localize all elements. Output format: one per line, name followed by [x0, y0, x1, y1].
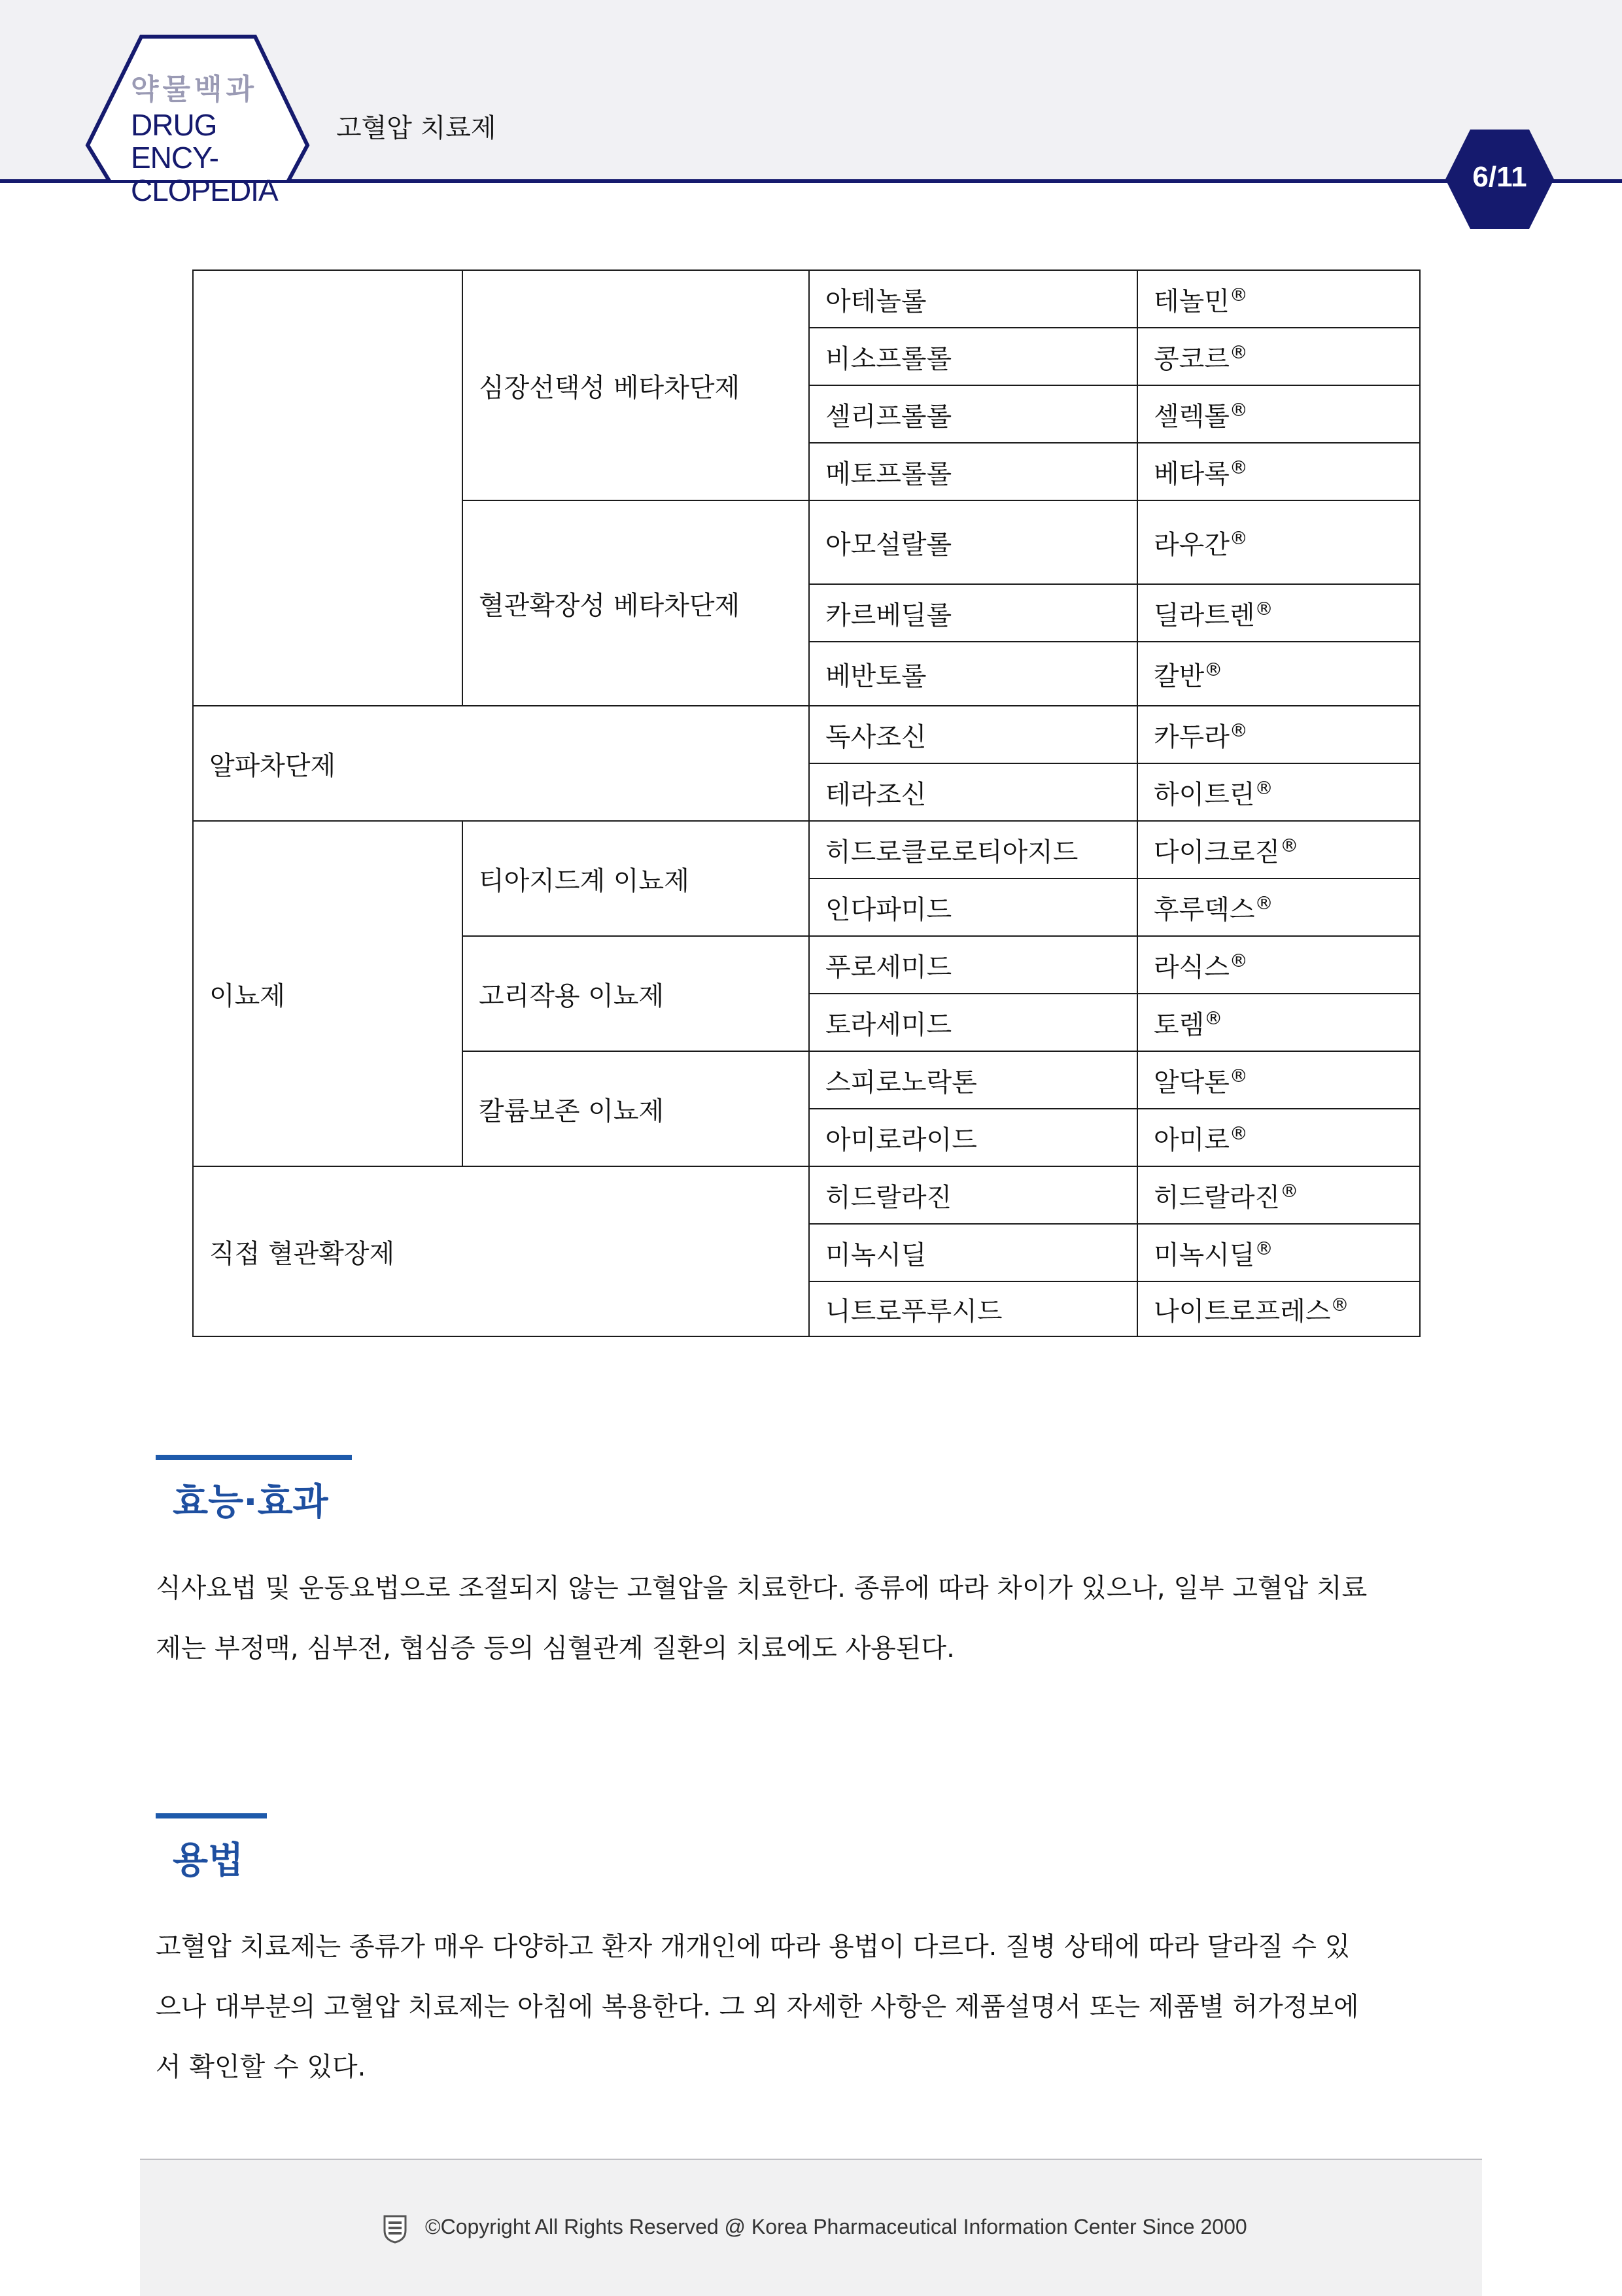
efficacy-heading: 효능·효과 [173, 1481, 328, 1523]
brand-name-cell [1137, 1281, 1420, 1336]
brand-name: 칼반 [1154, 661, 1205, 691]
logo-korean-text: 약물백과 [131, 73, 258, 106]
brand-name-cell [1137, 1109, 1420, 1166]
generic-name-cell: 히드랄라진 [809, 1166, 1137, 1224]
registered-mark: ® [1229, 719, 1248, 741]
generic-name-cell: 아미로라이드 [809, 1109, 1137, 1166]
brand-name-cell [1137, 763, 1420, 821]
brand-name: 아미로 [1154, 1124, 1230, 1155]
brand-name: 하이트린 [1154, 779, 1255, 810]
registered-mark: ® [1204, 1007, 1223, 1029]
brand-name: 카두라 [1154, 722, 1230, 752]
registered-mark: ® [1229, 949, 1248, 971]
category-cell: 직접 혈관확장제 [193, 1166, 809, 1336]
efficacy-heading-bar [156, 1455, 352, 1460]
logo-english-text [131, 109, 288, 207]
generic-name-cell: 푸로세미드 [809, 936, 1137, 994]
generic-name-cell: 베반토롤 [809, 642, 1137, 706]
brand-name: 알닥톤 [1154, 1067, 1230, 1098]
logo-english-line1: DRUG ENCY- [131, 108, 218, 175]
registered-mark: ® [1254, 597, 1273, 619]
brand-name: 나이트로프레스 [1154, 1296, 1331, 1327]
generic-name-cell: 비소프롤롤 [809, 328, 1137, 385]
table-row [193, 821, 1420, 878]
brand-name: 라우간 [1154, 529, 1230, 560]
brand-name: 토렘 [1154, 1009, 1205, 1040]
dosage-line-3: 서 확인할 수 있다. [156, 2052, 366, 2082]
dosage-paragraph [156, 1917, 1469, 2097]
brand-name-cell [1137, 878, 1420, 936]
generic-name-cell: 스피로노락톤 [809, 1051, 1137, 1109]
generic-name-cell: 셀리프롤롤 [809, 385, 1137, 443]
category-cell: 이뇨제 [193, 821, 462, 1166]
registered-mark: ® [1330, 1293, 1349, 1315]
registered-mark: ® [1229, 341, 1248, 363]
table-row [193, 270, 1420, 328]
generic-name-cell: 아테놀롤 [809, 270, 1137, 328]
registered-mark: ® [1229, 456, 1248, 478]
brand-name-cell [1137, 584, 1420, 642]
brand-name: 콩코르 [1154, 343, 1230, 374]
category-cell: 알파차단제 [193, 706, 809, 821]
subcategory-cell: 칼륨보존 이뇨제 [462, 1051, 809, 1166]
generic-name-cell: 히드로클로로티아지드 [809, 821, 1137, 878]
subcategory-cell: 혈관확장성 베타차단제 [462, 500, 809, 706]
drug-table [192, 270, 1421, 1337]
registered-mark: ® [1229, 283, 1248, 305]
registered-mark: ® [1229, 1064, 1248, 1087]
generic-name-cell: 카르베딜롤 [809, 584, 1137, 642]
generic-name-cell: 아모설랄롤 [809, 500, 1137, 584]
registered-mark: ® [1254, 1237, 1273, 1259]
dosage-heading: 용법 [173, 1839, 244, 1882]
brand-name-cell [1137, 994, 1420, 1051]
dosage-line-1: 고혈압 치료제는 종류가 매우 다양하고 환자 개개인에 따라 용법이 다르다. 질병 상태에 따라 달라질 수 있 [156, 1932, 1351, 1962]
copyright-text: ©Copyright All Rights Reserved @ Korea Pharmaceutical Information Center Since 2000 [425, 2215, 1247, 2238]
registered-mark: ® [1280, 834, 1299, 856]
shield-emblem-icon [382, 2214, 408, 2244]
brand-name: 베타록 [1154, 459, 1230, 489]
brand-name-cell [1137, 1224, 1420, 1281]
registered-mark: ® [1254, 892, 1273, 914]
logo-english-line2: CLOPEDIA [131, 173, 278, 207]
brand-name-cell [1137, 328, 1420, 385]
generic-name-cell: 독사조신 [809, 706, 1137, 763]
registered-mark: ® [1280, 1179, 1299, 1202]
registered-mark: ® [1229, 398, 1248, 421]
generic-name-cell: 테라조신 [809, 763, 1137, 821]
brand-name: 라식스 [1154, 952, 1230, 983]
brand-name-cell [1137, 270, 1420, 328]
category-cell-beta-blocker [193, 270, 462, 706]
generic-name-cell: 인다파미드 [809, 878, 1137, 936]
generic-name-cell: 메토프롤롤 [809, 443, 1137, 500]
generic-name-cell: 미녹시딜 [809, 1224, 1137, 1281]
brand-name: 미녹시딜 [1154, 1240, 1255, 1270]
subcategory-cell: 고리작용 이뇨제 [462, 936, 809, 1051]
generic-name-cell: 니트로푸루시드 [809, 1281, 1137, 1336]
brand-name: 히드랄라진 [1154, 1182, 1281, 1213]
subcategory-cell: 티아지드계 이뇨제 [462, 821, 809, 936]
brand-name: 다이크로짇 [1154, 837, 1281, 867]
brand-name-cell [1137, 385, 1420, 443]
brand-name: 후루덱스 [1154, 894, 1255, 925]
registered-mark: ® [1229, 527, 1248, 549]
subcategory-cell: 심장선택성 베타차단제 [462, 270, 809, 500]
brand-name: 테놀민 [1154, 286, 1230, 317]
brand-name-cell [1137, 443, 1420, 500]
table-row [193, 706, 1420, 763]
dosage-line-2: 으나 대부분의 고혈압 치료제는 아침에 복용한다. 그 외 자세한 사항은 제품설명서 또는 제품별 허가정보에 [156, 1992, 1359, 2022]
efficacy-line-1: 식사요법 및 운동요법으로 조절되지 않는 고혈압을 치료한다. 종류에 따라 차이가 있으나, 일부 고혈압 치료 [156, 1573, 1368, 1603]
dosage-heading-bar [156, 1813, 267, 1818]
brand-name: 셀렉톨 [1154, 401, 1230, 432]
brand-name: 딜라트렌 [1154, 600, 1255, 631]
brand-name-cell [1137, 706, 1420, 763]
registered-mark: ® [1254, 776, 1273, 799]
efficacy-line-2: 제는 부정맥, 심부전, 협심증 등의 심혈관계 질환의 치료에도 사용된다. [156, 1633, 955, 1663]
brand-name-cell [1137, 936, 1420, 994]
generic-name-cell: 토라세미드 [809, 994, 1137, 1051]
brand-name-cell [1137, 821, 1420, 878]
registered-mark: ® [1204, 658, 1223, 680]
registered-mark: ® [1229, 1122, 1248, 1144]
table-row [193, 1166, 1420, 1224]
efficacy-paragraph [156, 1558, 1469, 1679]
brand-name-cell [1137, 1166, 1420, 1224]
page-number: 6/11 [1472, 161, 1527, 193]
brand-name-cell [1137, 500, 1420, 584]
brand-name-cell [1137, 1051, 1420, 1109]
brand-name-cell [1137, 642, 1420, 706]
document-title: 고혈압 치료제 [336, 113, 496, 143]
